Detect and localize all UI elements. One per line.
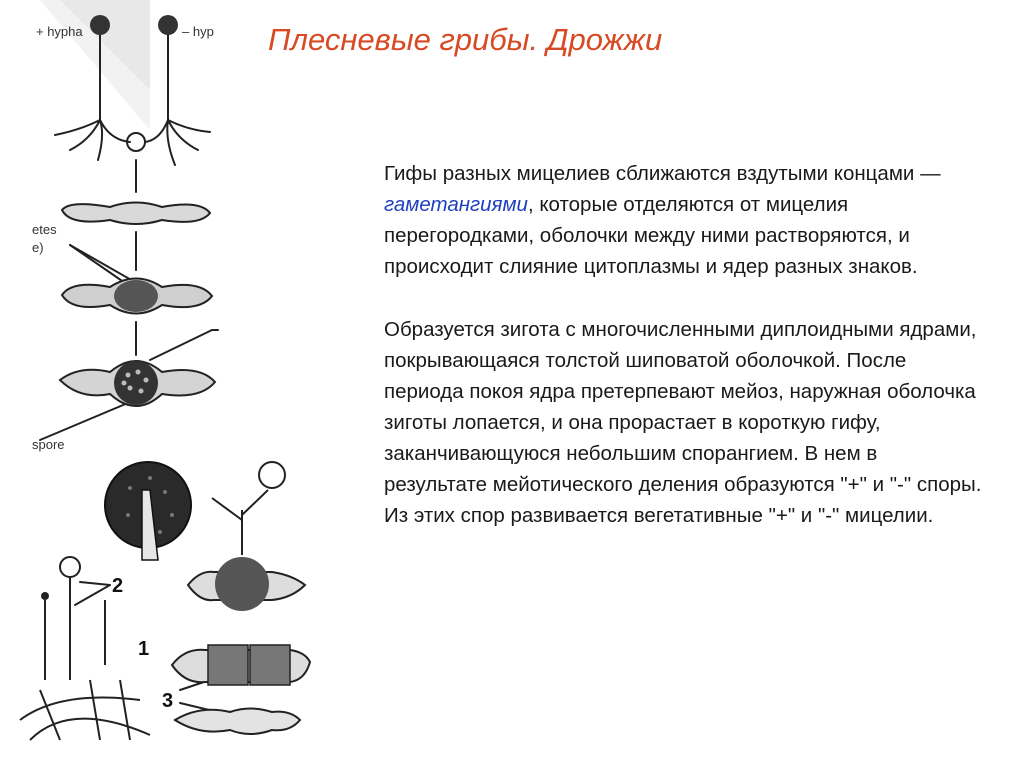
figure-number-3: 3 — [162, 690, 174, 712]
label-hypha-right: – hyp — [182, 24, 214, 39]
paragraph-2: Образуется зигота с многочисленными диплоидными ядрами, покрывающаяся толстой шиповатой оболочкой. После периода покоя ядра претерпевают мейоз, наружная оболочка зиготы лопается, и она прорастает в короткую гифу, заканчивающуюся небольшим спорангием. В нем в результате мейотического деления образуются "+" и "-" споры. Из этих спор развивается вегетативные "+" и "-" мицелии. — [384, 318, 982, 527]
mold-lifecycle-figure — [0, 0, 360, 767]
paragraph-1 — [384, 158, 984, 282]
body-text — [384, 158, 984, 563]
label-spore: spore — [32, 437, 65, 452]
figure-number-2: 2 — [112, 575, 124, 597]
label-gametes-2: e) — [32, 240, 44, 255]
p1-before: Гифы разных мицелиев сближаются вздутыми концами — — [384, 162, 941, 185]
p1-after: , которые отделяются от мицелия перегородками, оболочки между ними растворяются, и происходит слияние цитоплазмы и ядер разных знаков. — [384, 193, 918, 278]
label-hypha-left: + hypha — [36, 24, 83, 39]
term-gametangia: гаметангиями — [384, 193, 528, 216]
figure-number-1: 1 — [138, 638, 150, 660]
label-gametes: etes — [32, 222, 57, 237]
slide-title: Плесневые грибы. Дрожжи — [268, 22, 663, 57]
